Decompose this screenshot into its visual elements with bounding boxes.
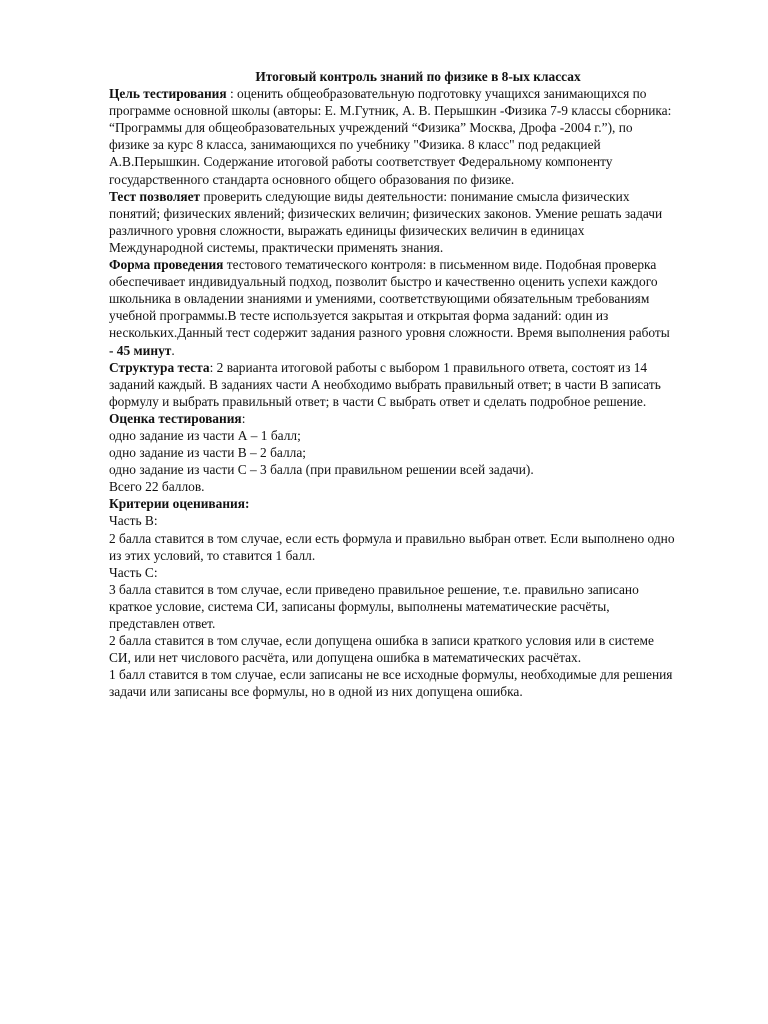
- goal-text-2: “Программы для общеобразовательных учреждений “Физика” Москва, Дрофа -2004 г.”), по: [109, 120, 633, 136]
- structure-line-0: [109, 359, 715, 376]
- test-allows-text-2: различного уровня сложности, выражать единицы физических величин в единицах: [109, 222, 585, 238]
- goal-label: Цель тестирования: [109, 86, 227, 102]
- criteria-text-0: Часть В:: [109, 513, 158, 529]
- form-text-3: учебной программы.В тесте используется закрытая и открытая форма заданий: один из: [109, 308, 609, 324]
- goal-text-4: А.В.Перышкин. Содержание итоговой работы соответствует Федеральному компоненту: [109, 154, 613, 170]
- structure-paragraph: [109, 359, 715, 410]
- structure-text-0: : 2 варианта итоговой работы с выбором 1 правильного ответа, состоят из 14: [209, 359, 648, 375]
- form-line-5: [109, 342, 715, 359]
- criteria-label: Критерии оценивания:: [109, 496, 250, 512]
- grading-text-0: одно задание из части А – 1 балл;: [109, 427, 301, 443]
- criteria-paragraph: [109, 495, 715, 700]
- form-paragraph: [109, 256, 715, 359]
- criteria-text-2: из этих условий, то ставится 1 балл.: [109, 547, 316, 563]
- form-line-0: [109, 256, 715, 273]
- form-time-end: .: [171, 342, 175, 358]
- test-allows-text-1: понятий; физических явлений; физических величин; физических законов. Умение решать задачи: [109, 205, 663, 221]
- goal-text-5: государственного стандарта основного общего образования по физике.: [109, 171, 515, 187]
- test-allows-paragraph: [109, 188, 715, 256]
- structure-text-2: формулу и выбрать правильный ответ; в части С выбрать ответ и сделать подробное решение.: [109, 393, 647, 409]
- form-time-value: - 45 минут: [109, 342, 172, 358]
- criteria-text-5: краткое условие, система СИ, записаны формулы, выполнены математические расчёты,: [109, 598, 610, 614]
- test-allows-text-0: проверить следующие виды деятельности: понимание смысла физических: [200, 188, 630, 204]
- test-allows-line-0: [109, 188, 715, 205]
- goal-line-0: [109, 85, 715, 102]
- grading-heading: [109, 410, 715, 427]
- grading-text-1: одно задание из части В – 2 балла;: [109, 445, 307, 461]
- form-text-4: нескольких.Данный тест содержит задания разного уровня сложности. Время выполнения работы: [109, 325, 670, 341]
- test-allows-text-3: Международной системы, практически применять знания.: [109, 239, 444, 255]
- form-text-0: тестового тематического контроля: в письменном виде. Подобная проверка: [223, 257, 657, 273]
- goal-paragraph: [109, 85, 715, 188]
- criteria-text-10: задачи или записаны все формулы, но в одной из них допущена ошибка.: [109, 684, 523, 700]
- criteria-text-8: СИ, или нет числового расчёта, или допущена ошибка в математических расчётах.: [109, 650, 582, 666]
- goal-text-1: программе основной школы (авторы: Е. М.Гутник, А. В. Перышкин -Физика 7-9 классы сборника:: [109, 103, 672, 119]
- grading-text-3: Всего 22 баллов.: [109, 479, 205, 495]
- goal-text-0: : оценить общеобразовательную подготовку учащихся занимающихся по: [226, 86, 647, 102]
- grading-paragraph: [109, 410, 715, 495]
- document-page: [109, 68, 715, 700]
- form-text-2: школьника в овладении знаниями и умениями, соответствующими обязательным требованиям: [109, 291, 650, 307]
- grading-text-2: одно задание из части С – 3 балла (при правильном решении всей задачи).: [109, 462, 534, 478]
- grading-label: Оценка тестирования: [109, 410, 242, 426]
- criteria-text-3: Часть С:: [109, 564, 158, 580]
- grading-label-end: :: [241, 410, 246, 426]
- form-text-1: обеспечивает индивидуальный подход, позволит быстро и качественно оценить успехи каждого: [109, 274, 658, 290]
- test-allows-label: Тест позволяет: [109, 188, 201, 204]
- criteria-text-4: 3 балла ставится в том случае, если приведено правильное решение, т.е. правильно записано: [109, 581, 639, 597]
- structure-text-1: заданий каждый. В заданиях части А необходимо выбрать правильный ответ; в части В записать: [109, 376, 661, 392]
- criteria-text-1: 2 балла ставится в том случае, если есть формула и правильно выбран ответ. Если выполнено одно: [109, 530, 675, 546]
- criteria-text-9: 1 балл ставится в том случае, если записаны не все исходные формулы, необходимые для решения: [109, 667, 673, 683]
- form-label: Форма проведения: [109, 257, 224, 273]
- document-title: Итоговый контроль знаний по физике в 8-ых классах: [255, 69, 581, 84]
- goal-text-3: физике за курс 8 класса, занимающихся по учебнику "Физика. 8 класс" под редакцией: [109, 137, 601, 153]
- structure-label: Структура теста: [109, 359, 210, 375]
- criteria-text-7: 2 балла ставится в том случае, если допущена ошибка в записи краткого условия или в системе: [109, 633, 654, 649]
- criteria-text-6: представлен ответ.: [109, 616, 216, 631]
